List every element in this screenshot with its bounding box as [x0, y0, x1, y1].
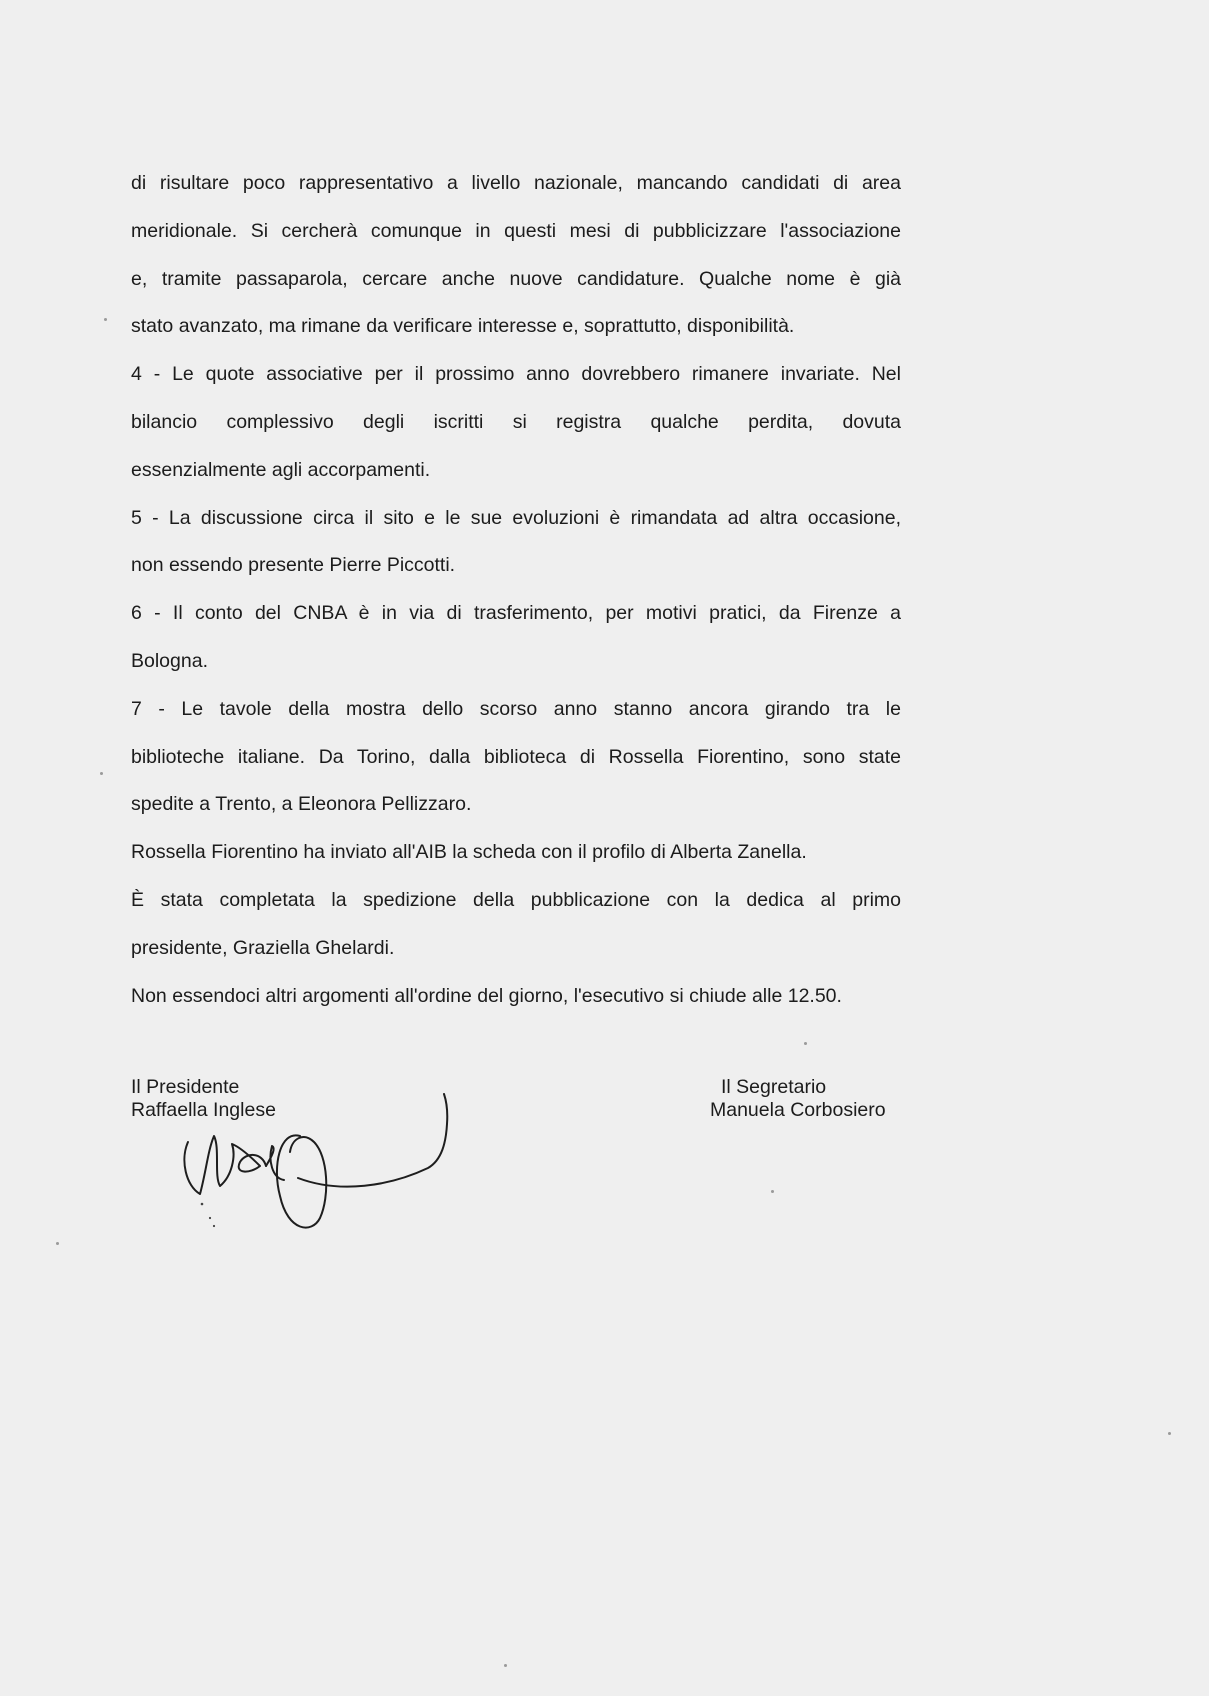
paragraph-item-6	[131, 590, 901, 686]
scan-speck	[104, 318, 107, 321]
text-line: meridionale. Si cercherà comunque in questi mesi di pubblicizzare l'associazione	[131, 219, 901, 242]
scan-speck	[804, 1042, 807, 1045]
paragraph-item-5	[131, 495, 901, 591]
paragraph-closing	[131, 973, 901, 1021]
text-line: stato avanzato, ma rimane da verificare interesse e, soprattutto, disponibilità.	[131, 315, 795, 338]
secretary-role: Il Segretario	[721, 1076, 827, 1098]
paragraph-publication	[131, 877, 901, 973]
text-line: Bologna.	[131, 649, 208, 672]
text-line: 7 - Le tavole della mostra dello scorso anno stanno ancora girando tra le	[131, 697, 901, 720]
text-line: 4 - Le quote associative per il prossimo anno dovrebbero rimanere invariate. Nel	[131, 363, 901, 386]
scan-speck	[100, 772, 103, 775]
scan-speck	[56, 1242, 59, 1245]
paragraph-item-7	[131, 686, 901, 829]
text-line: Non essendoci altri argomenti all'ordine del giorno, l'esecutivo si chiude alle 12.50.	[131, 984, 842, 1007]
text-line: Rossella Fiorentino ha inviato all'AIB la scheda con il profilo di Alberta Zanella.	[131, 841, 807, 864]
handwritten-signature	[180, 1086, 480, 1236]
text-line: di risultare poco rappresentativo a livello nazionale, mancando candidati di area	[131, 172, 901, 194]
text-line: 6 - Il conto del CNBA è in via di trasferimento, per motivi pratici, da Firenze a	[131, 602, 901, 625]
scan-speck	[1168, 1432, 1171, 1435]
minutes-body	[131, 160, 901, 1020]
text-line: È stata completata la spedizione della pubblicazione con la dedica al primo	[131, 888, 901, 911]
secretary-name: Manuela Corbosiero	[710, 1099, 886, 1121]
scan-speck	[504, 1664, 507, 1667]
president-role: Il Presidente	[131, 1076, 240, 1098]
secretary-signature-block	[710, 1076, 886, 1122]
paragraph-candidature	[131, 160, 901, 351]
text-line: biblioteche italiane. Da Torino, dalla biblioteca di Rossella Fiorentino, sono state	[131, 745, 901, 768]
text-line: bilancio complessivo degli iscritti si registra qualche perdita, dovuta	[131, 410, 901, 433]
paragraph-item-4	[131, 351, 901, 494]
text-line: presidente, Graziella Ghelardi.	[131, 936, 395, 959]
scan-speck	[771, 1190, 774, 1193]
text-line: 5 - La discussione circa il sito e le sue evoluzioni è rimandata ad altra occasione,	[131, 506, 901, 529]
text-line: non essendo presente Pierre Piccotti.	[131, 554, 456, 577]
paragraph-aib-profile	[131, 829, 901, 877]
president-name: Raffaella Inglese	[131, 1099, 276, 1121]
text-line: e, tramite passaparola, cercare anche nuove candidature. Qualche nome è già	[131, 267, 901, 290]
text-line: spedite a Trento, a Eleonora Pellizzaro.	[131, 793, 472, 816]
text-line: essenzialmente agli accorpamenti.	[131, 458, 431, 481]
